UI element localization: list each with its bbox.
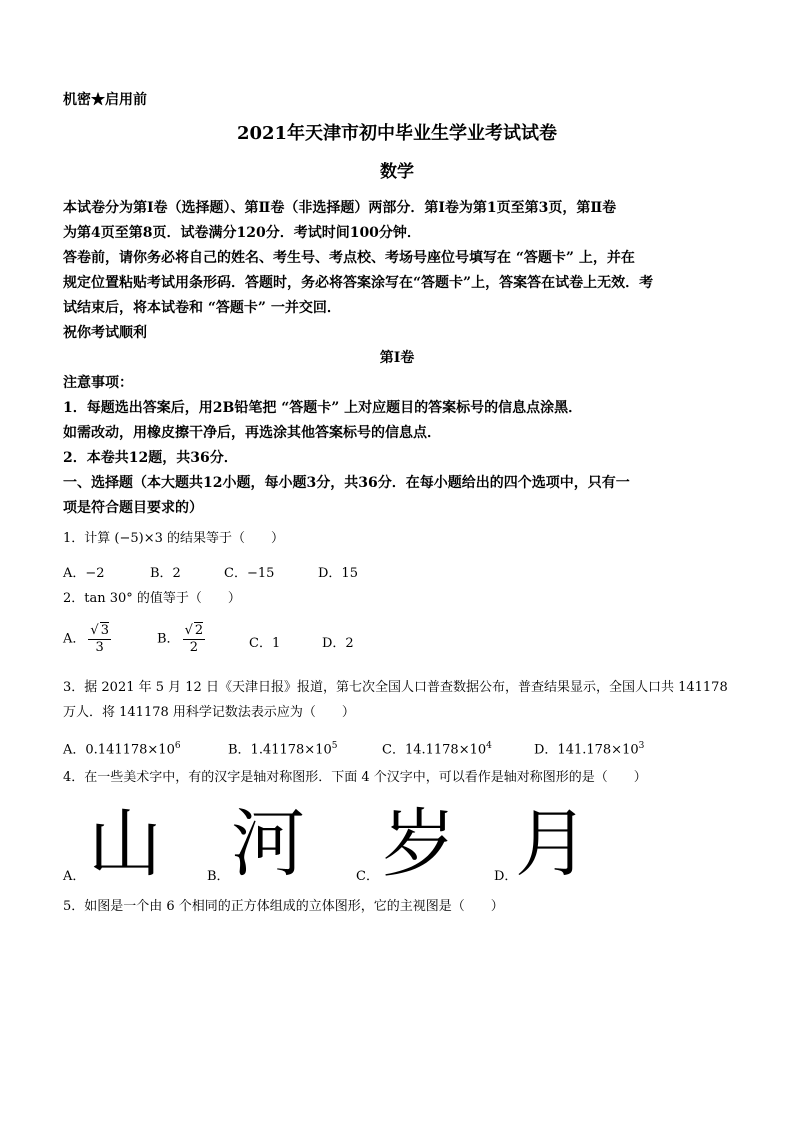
question-5-stem: 5．如图是一个由 6 个相同的正方体组成的立体图形，它的主视图是（ ） bbox=[63, 899, 504, 914]
question-2-stem: 2．tan 30° 的值等于（ ） bbox=[63, 591, 241, 606]
q3-option-a: A．$0.141178\times 10^6$ bbox=[63, 741, 181, 758]
q1-option-c: C．−15 bbox=[224, 566, 275, 581]
q1-option-b: B．2 bbox=[150, 566, 181, 581]
denominator: 3 bbox=[95, 640, 104, 655]
q3-option-b: B．$1.41178\times 10^5$ bbox=[228, 741, 338, 758]
q2-option-b bbox=[157, 622, 205, 656]
part-heading: 项是符合题目要求的） bbox=[63, 500, 203, 516]
q1-option-d: D．15 bbox=[318, 566, 358, 581]
q2-option-c: C．1 bbox=[249, 636, 281, 651]
question-3-stem: 万人．将 141178 用科学记数法表示应为（ ） bbox=[63, 705, 355, 720]
intro-line: 规定位置粘贴考试用条形码．答题时，务必将答案涂写在“答题卡”上，答案答在试卷上无效．考 bbox=[63, 275, 654, 291]
character-sui: 岁 bbox=[382, 801, 456, 887]
note-line: 如需改动，用橡皮擦干净后，再选涂其他答案标号的信息点． bbox=[63, 425, 441, 441]
question-1-stem: 1．计算 (−5)×3 的结果等于（ ） bbox=[63, 531, 285, 546]
q4-option-a: A． bbox=[63, 869, 86, 884]
note-line: 2．本卷共12题，共36分． bbox=[63, 450, 238, 466]
question-4-stem: 4．在一些美术字中，有的汉字是轴对称图形．下面 4 个汉字中，可以看作是轴对称图形的是（ ） bbox=[63, 770, 647, 785]
q1-option-a: A．−2 bbox=[63, 566, 105, 581]
intro-line: 试结束后，将本试卷和 “答题卡” 一并交回． bbox=[63, 300, 341, 316]
q2-option-a-label: A． bbox=[63, 631, 86, 647]
radicand: 3 bbox=[100, 623, 109, 638]
q4-option-d: D． bbox=[494, 869, 518, 884]
q3-option-c: C．$14.1178\times 10^4$ bbox=[382, 741, 492, 758]
fraction: $\frac{√ 2}{2}$ bbox=[184, 623, 204, 655]
radicand: 2 bbox=[194, 623, 204, 638]
character-he: 河 bbox=[231, 801, 305, 887]
q3-option-d: D．$141.178\times 10^3$ bbox=[534, 741, 645, 758]
secret-label: 机密★启用前 bbox=[63, 92, 147, 108]
fraction: $\frac{√ 3}{3}$ bbox=[90, 623, 109, 655]
section-title: 第Ⅰ卷 bbox=[379, 350, 415, 366]
q4-option-b: B． bbox=[207, 869, 230, 884]
q4-option-c: C． bbox=[356, 869, 379, 884]
intro-line: 本试卷分为第Ⅰ卷（选择题）、第Ⅱ卷（非选择题）两部分．第Ⅰ卷为第1页至第3页，第Ⅱ卷 bbox=[63, 200, 617, 216]
q2-option-b-label: B． bbox=[157, 631, 180, 647]
q2-option-a bbox=[63, 622, 111, 656]
intro-line: 答卷前，请你务必将自己的姓名、考生号、考点校、考场号座位号填写在 “答题卡” 上，并在 bbox=[63, 250, 635, 266]
intro-line: 为第4页至第8页．试卷满分120分．考试时间100分钟． bbox=[63, 225, 421, 241]
subject-title: 数学 bbox=[380, 162, 414, 182]
intro-line: 祝你考试顺利 bbox=[63, 325, 147, 341]
denominator: 2 bbox=[189, 640, 198, 655]
character-yue: 月 bbox=[515, 801, 589, 887]
notes-title: 注意事项： bbox=[63, 375, 133, 391]
paper-title: 2021年天津市初中毕业生学业考试试卷 bbox=[236, 123, 558, 144]
note-line: 1．每题选出答案后，用2B铅笔把 “答题卡” 上对应题目的答案标号的信息点涂黑． bbox=[63, 400, 583, 416]
question-3-stem: 3．据 2021 年 5 月 12 日《天津日报》报道，第七次全国人口普查数据公布，普查结果显示，全国人口共 141178 bbox=[63, 680, 728, 695]
part-heading: 一、选择题（本大题共12小题，每小题3分，共36分．在每小题给出的四个选项中，只有一 bbox=[63, 475, 630, 491]
character-shan: 山 bbox=[88, 801, 162, 887]
q2-option-d: D．2 bbox=[322, 636, 354, 651]
